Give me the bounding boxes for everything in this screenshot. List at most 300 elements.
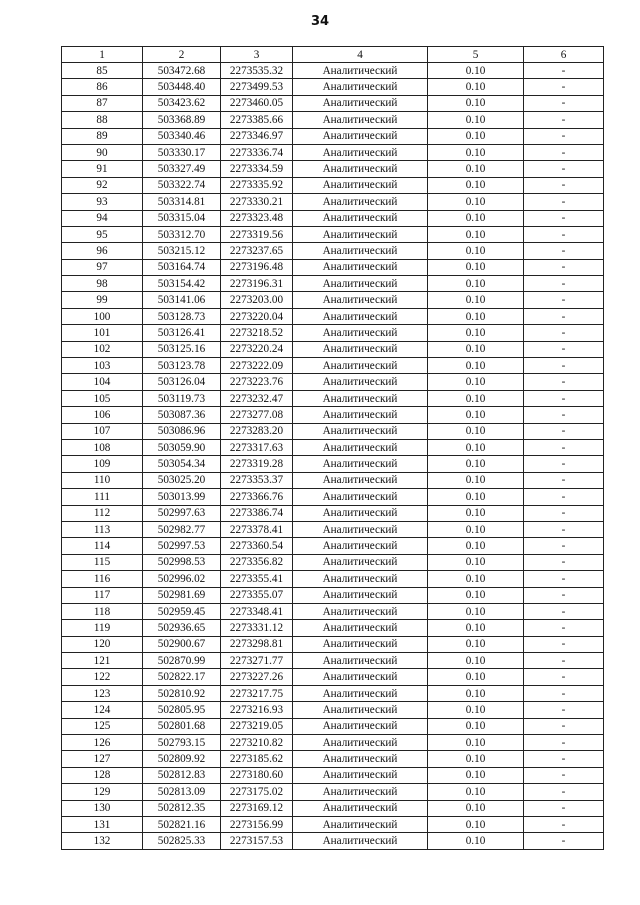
table-row [62, 63, 604, 79]
y-coordinate-cell: 2273355.41 [221, 571, 293, 587]
accuracy-cell: 0.10 [428, 439, 524, 455]
point-number-cell: 103 [62, 358, 143, 374]
table-row [62, 194, 604, 210]
method-cell: Аналитический [293, 177, 428, 193]
x-coordinate-cell: 502997.53 [143, 538, 221, 554]
point-number-cell: 88 [62, 112, 143, 128]
method-cell: Аналитический [293, 620, 428, 636]
method-cell: Аналитический [293, 210, 428, 226]
table-row [62, 374, 604, 390]
accuracy-cell: 0.10 [428, 79, 524, 95]
point-number-cell: 124 [62, 702, 143, 718]
table-row [62, 79, 604, 95]
method-cell: Аналитический [293, 751, 428, 767]
point-number-cell: 102 [62, 341, 143, 357]
accuracy-cell: 0.10 [428, 784, 524, 800]
accuracy-cell: 0.10 [428, 95, 524, 111]
y-coordinate-cell: 2273355.07 [221, 587, 293, 603]
y-coordinate-cell: 2273223.76 [221, 374, 293, 390]
accuracy-cell: 0.10 [428, 177, 524, 193]
y-coordinate-cell: 2273217.75 [221, 685, 293, 701]
column-header: 2 [143, 47, 221, 63]
accuracy-cell: 0.10 [428, 63, 524, 79]
point-number-cell: 127 [62, 751, 143, 767]
y-coordinate-cell: 2273227.26 [221, 669, 293, 685]
table-row [62, 538, 604, 554]
notes-cell: - [524, 276, 604, 292]
x-coordinate-cell: 502822.17 [143, 669, 221, 685]
table-row [62, 112, 604, 128]
point-number-cell: 92 [62, 177, 143, 193]
accuracy-cell: 0.10 [428, 620, 524, 636]
y-coordinate-cell: 2273317.63 [221, 439, 293, 455]
x-coordinate-cell: 503059.90 [143, 439, 221, 455]
table-row [62, 407, 604, 423]
y-coordinate-cell: 2273535.32 [221, 63, 293, 79]
point-number-cell: 86 [62, 79, 143, 95]
notes-cell: - [524, 194, 604, 210]
x-coordinate-cell: 502812.35 [143, 800, 221, 816]
x-coordinate-cell: 503472.68 [143, 63, 221, 79]
y-coordinate-cell: 2273319.56 [221, 226, 293, 242]
x-coordinate-cell: 502821.16 [143, 816, 221, 832]
y-coordinate-cell: 2273210.82 [221, 735, 293, 751]
column-header: 5 [428, 47, 524, 63]
x-coordinate-cell: 502900.67 [143, 636, 221, 652]
table-row [62, 669, 604, 685]
point-number-cell: 85 [62, 63, 143, 79]
point-number-cell: 91 [62, 161, 143, 177]
point-number-cell: 112 [62, 505, 143, 521]
accuracy-cell: 0.10 [428, 653, 524, 669]
y-coordinate-cell: 2273180.60 [221, 767, 293, 783]
method-cell: Аналитический [293, 194, 428, 210]
notes-cell: - [524, 718, 604, 734]
x-coordinate-cell: 503126.04 [143, 374, 221, 390]
method-cell: Аналитический [293, 735, 428, 751]
point-number-cell: 104 [62, 374, 143, 390]
point-number-cell: 130 [62, 800, 143, 816]
table-row [62, 423, 604, 439]
accuracy-cell: 0.10 [428, 833, 524, 849]
accuracy-cell: 0.10 [428, 767, 524, 783]
notes-cell: - [524, 161, 604, 177]
table-row [62, 144, 604, 160]
point-number-cell: 109 [62, 456, 143, 472]
point-number-cell: 132 [62, 833, 143, 849]
notes-cell: - [524, 521, 604, 537]
point-number-cell: 87 [62, 95, 143, 111]
method-cell: Аналитический [293, 505, 428, 521]
y-coordinate-cell: 2273356.82 [221, 554, 293, 570]
method-cell: Аналитический [293, 538, 428, 554]
notes-cell: - [524, 800, 604, 816]
accuracy-cell: 0.10 [428, 489, 524, 505]
notes-cell: - [524, 489, 604, 505]
x-coordinate-cell: 502982.77 [143, 521, 221, 537]
method-cell: Аналитический [293, 439, 428, 455]
x-coordinate-cell: 503054.34 [143, 456, 221, 472]
notes-cell: - [524, 128, 604, 144]
column-header: 1 [62, 47, 143, 63]
notes-cell: - [524, 751, 604, 767]
table-row [62, 521, 604, 537]
x-coordinate-cell: 502810.92 [143, 685, 221, 701]
accuracy-cell: 0.10 [428, 636, 524, 652]
notes-cell: - [524, 636, 604, 652]
accuracy-cell: 0.10 [428, 341, 524, 357]
notes-cell: - [524, 571, 604, 587]
point-number-cell: 123 [62, 685, 143, 701]
method-cell: Аналитический [293, 718, 428, 734]
y-coordinate-cell: 2273218.52 [221, 325, 293, 341]
table-body [62, 63, 604, 850]
table-row [62, 571, 604, 587]
x-coordinate-cell: 503423.62 [143, 95, 221, 111]
accuracy-cell: 0.10 [428, 603, 524, 619]
accuracy-cell: 0.10 [428, 718, 524, 734]
point-number-cell: 108 [62, 439, 143, 455]
point-number-cell: 107 [62, 423, 143, 439]
notes-cell: - [524, 472, 604, 488]
method-cell: Аналитический [293, 341, 428, 357]
x-coordinate-cell: 502996.02 [143, 571, 221, 587]
x-coordinate-cell: 503123.78 [143, 358, 221, 374]
table-row [62, 177, 604, 193]
y-coordinate-cell: 2273219.05 [221, 718, 293, 734]
accuracy-cell: 0.10 [428, 521, 524, 537]
accuracy-cell: 0.10 [428, 243, 524, 259]
y-coordinate-cell: 2273175.02 [221, 784, 293, 800]
point-number-cell: 120 [62, 636, 143, 652]
accuracy-cell: 0.10 [428, 407, 524, 423]
notes-cell: - [524, 833, 604, 849]
point-number-cell: 98 [62, 276, 143, 292]
method-cell: Аналитический [293, 702, 428, 718]
method-cell: Аналитический [293, 800, 428, 816]
table-row [62, 751, 604, 767]
table-row [62, 800, 604, 816]
y-coordinate-cell: 2273157.53 [221, 833, 293, 849]
point-number-cell: 101 [62, 325, 143, 341]
point-number-cell: 117 [62, 587, 143, 603]
notes-cell: - [524, 554, 604, 570]
y-coordinate-cell: 2273319.28 [221, 456, 293, 472]
table-row [62, 505, 604, 521]
table-row [62, 128, 604, 144]
table-row [62, 816, 604, 832]
accuracy-cell: 0.10 [428, 128, 524, 144]
table-row [62, 95, 604, 111]
notes-cell: - [524, 112, 604, 128]
notes-cell: - [524, 784, 604, 800]
table-row [62, 702, 604, 718]
notes-cell: - [524, 210, 604, 226]
accuracy-cell: 0.10 [428, 226, 524, 242]
point-number-cell: 106 [62, 407, 143, 423]
table-row [62, 292, 604, 308]
y-coordinate-cell: 2273334.59 [221, 161, 293, 177]
table-row [62, 341, 604, 357]
x-coordinate-cell: 503128.73 [143, 308, 221, 324]
y-coordinate-cell: 2273196.48 [221, 259, 293, 275]
x-coordinate-cell: 503087.36 [143, 407, 221, 423]
x-coordinate-cell: 502936.65 [143, 620, 221, 636]
notes-cell: - [524, 390, 604, 406]
y-coordinate-cell: 2273222.09 [221, 358, 293, 374]
method-cell: Аналитический [293, 63, 428, 79]
method-cell: Аналитический [293, 308, 428, 324]
accuracy-cell: 0.10 [428, 505, 524, 521]
method-cell: Аналитический [293, 767, 428, 783]
y-coordinate-cell: 2273169.12 [221, 800, 293, 816]
table-row [62, 784, 604, 800]
y-coordinate-cell: 2273283.20 [221, 423, 293, 439]
table-row [62, 472, 604, 488]
column-header: 6 [524, 47, 604, 63]
y-coordinate-cell: 2273353.37 [221, 472, 293, 488]
point-number-cell: 105 [62, 390, 143, 406]
table-row [62, 259, 604, 275]
column-header: 4 [293, 47, 428, 63]
method-cell: Аналитический [293, 603, 428, 619]
y-coordinate-cell: 2273331.12 [221, 620, 293, 636]
x-coordinate-cell: 503315.04 [143, 210, 221, 226]
accuracy-cell: 0.10 [428, 456, 524, 472]
method-cell: Аналитический [293, 144, 428, 160]
coordinates-table [61, 46, 604, 850]
method-cell: Аналитический [293, 128, 428, 144]
accuracy-cell: 0.10 [428, 292, 524, 308]
y-coordinate-cell: 2273386.74 [221, 505, 293, 521]
accuracy-cell: 0.10 [428, 374, 524, 390]
accuracy-cell: 0.10 [428, 358, 524, 374]
notes-cell: - [524, 243, 604, 259]
accuracy-cell: 0.10 [428, 423, 524, 439]
accuracy-cell: 0.10 [428, 669, 524, 685]
accuracy-cell: 0.10 [428, 751, 524, 767]
point-number-cell: 95 [62, 226, 143, 242]
y-coordinate-cell: 2273499.53 [221, 79, 293, 95]
y-coordinate-cell: 2273271.77 [221, 653, 293, 669]
notes-cell: - [524, 358, 604, 374]
table-row [62, 210, 604, 226]
point-number-cell: 115 [62, 554, 143, 570]
point-number-cell: 111 [62, 489, 143, 505]
method-cell: Аналитический [293, 816, 428, 832]
method-cell: Аналитический [293, 276, 428, 292]
accuracy-cell: 0.10 [428, 325, 524, 341]
accuracy-cell: 0.10 [428, 571, 524, 587]
x-coordinate-cell: 503215.12 [143, 243, 221, 259]
method-cell: Аналитический [293, 259, 428, 275]
notes-cell: - [524, 653, 604, 669]
notes-cell: - [524, 177, 604, 193]
method-cell: Аналитический [293, 112, 428, 128]
x-coordinate-cell: 502812.83 [143, 767, 221, 783]
method-cell: Аналитический [293, 292, 428, 308]
method-cell: Аналитический [293, 390, 428, 406]
table-row [62, 325, 604, 341]
y-coordinate-cell: 2273216.93 [221, 702, 293, 718]
y-coordinate-cell: 2273203.00 [221, 292, 293, 308]
x-coordinate-cell: 502809.92 [143, 751, 221, 767]
point-number-cell: 131 [62, 816, 143, 832]
point-number-cell: 90 [62, 144, 143, 160]
table-row [62, 276, 604, 292]
x-coordinate-cell: 503312.70 [143, 226, 221, 242]
notes-cell: - [524, 702, 604, 718]
accuracy-cell: 0.10 [428, 538, 524, 554]
notes-cell: - [524, 767, 604, 783]
method-cell: Аналитический [293, 456, 428, 472]
notes-cell: - [524, 325, 604, 341]
notes-cell: - [524, 456, 604, 472]
point-number-cell: 93 [62, 194, 143, 210]
accuracy-cell: 0.10 [428, 308, 524, 324]
table-row [62, 620, 604, 636]
method-cell: Аналитический [293, 358, 428, 374]
y-coordinate-cell: 2273237.65 [221, 243, 293, 259]
method-cell: Аналитический [293, 161, 428, 177]
accuracy-cell: 0.10 [428, 390, 524, 406]
table-row [62, 767, 604, 783]
point-number-cell: 94 [62, 210, 143, 226]
accuracy-cell: 0.10 [428, 554, 524, 570]
page-number: 34 [310, 14, 330, 29]
notes-cell: - [524, 308, 604, 324]
x-coordinate-cell: 502870.99 [143, 653, 221, 669]
point-number-cell: 126 [62, 735, 143, 751]
notes-cell: - [524, 439, 604, 455]
notes-cell: - [524, 144, 604, 160]
table-row [62, 636, 604, 652]
x-coordinate-cell: 502981.69 [143, 587, 221, 603]
notes-cell: - [524, 603, 604, 619]
column-header: 3 [221, 47, 293, 63]
method-cell: Аналитический [293, 79, 428, 95]
method-cell: Аналитический [293, 833, 428, 849]
x-coordinate-cell: 503448.40 [143, 79, 221, 95]
table-header-row [62, 47, 604, 63]
y-coordinate-cell: 2273185.62 [221, 751, 293, 767]
notes-cell: - [524, 538, 604, 554]
point-number-cell: 96 [62, 243, 143, 259]
x-coordinate-cell: 503141.06 [143, 292, 221, 308]
table-row [62, 603, 604, 619]
x-coordinate-cell: 502801.68 [143, 718, 221, 734]
y-coordinate-cell: 2273156.99 [221, 816, 293, 832]
point-number-cell: 89 [62, 128, 143, 144]
table-row [62, 554, 604, 570]
y-coordinate-cell: 2273336.74 [221, 144, 293, 160]
point-number-cell: 122 [62, 669, 143, 685]
method-cell: Аналитический [293, 587, 428, 603]
x-coordinate-cell: 503119.73 [143, 390, 221, 406]
accuracy-cell: 0.10 [428, 472, 524, 488]
y-coordinate-cell: 2273460.05 [221, 95, 293, 111]
point-number-cell: 99 [62, 292, 143, 308]
accuracy-cell: 0.10 [428, 144, 524, 160]
table-row [62, 735, 604, 751]
y-coordinate-cell: 2273385.66 [221, 112, 293, 128]
point-number-cell: 110 [62, 472, 143, 488]
x-coordinate-cell: 503013.99 [143, 489, 221, 505]
y-coordinate-cell: 2273277.08 [221, 407, 293, 423]
notes-cell: - [524, 79, 604, 95]
method-cell: Аналитический [293, 423, 428, 439]
y-coordinate-cell: 2273220.24 [221, 341, 293, 357]
notes-cell: - [524, 620, 604, 636]
notes-cell: - [524, 423, 604, 439]
accuracy-cell: 0.10 [428, 685, 524, 701]
y-coordinate-cell: 2273346.97 [221, 128, 293, 144]
method-cell: Аналитический [293, 325, 428, 341]
table-row [62, 161, 604, 177]
method-cell: Аналитический [293, 784, 428, 800]
point-number-cell: 116 [62, 571, 143, 587]
table-row [62, 439, 604, 455]
accuracy-cell: 0.10 [428, 816, 524, 832]
point-number-cell: 125 [62, 718, 143, 734]
notes-cell: - [524, 669, 604, 685]
method-cell: Аналитический [293, 521, 428, 537]
method-cell: Аналитический [293, 226, 428, 242]
y-coordinate-cell: 2273196.31 [221, 276, 293, 292]
accuracy-cell: 0.10 [428, 276, 524, 292]
x-coordinate-cell: 503154.42 [143, 276, 221, 292]
method-cell: Аналитический [293, 653, 428, 669]
table-row [62, 718, 604, 734]
notes-cell: - [524, 95, 604, 111]
x-coordinate-cell: 503125.16 [143, 341, 221, 357]
point-number-cell: 97 [62, 259, 143, 275]
method-cell: Аналитический [293, 472, 428, 488]
y-coordinate-cell: 2273335.92 [221, 177, 293, 193]
point-number-cell: 114 [62, 538, 143, 554]
x-coordinate-cell: 502813.09 [143, 784, 221, 800]
table-row [62, 489, 604, 505]
accuracy-cell: 0.10 [428, 702, 524, 718]
x-coordinate-cell: 503330.17 [143, 144, 221, 160]
table-row [62, 456, 604, 472]
x-coordinate-cell: 502805.95 [143, 702, 221, 718]
table-row [62, 653, 604, 669]
y-coordinate-cell: 2273378.41 [221, 521, 293, 537]
accuracy-cell: 0.10 [428, 587, 524, 603]
notes-cell: - [524, 407, 604, 423]
y-coordinate-cell: 2273348.41 [221, 603, 293, 619]
table-row [62, 833, 604, 849]
accuracy-cell: 0.10 [428, 210, 524, 226]
point-number-cell: 100 [62, 308, 143, 324]
x-coordinate-cell: 502793.15 [143, 735, 221, 751]
table-row [62, 685, 604, 701]
notes-cell: - [524, 374, 604, 390]
accuracy-cell: 0.10 [428, 194, 524, 210]
x-coordinate-cell: 502959.45 [143, 603, 221, 619]
notes-cell: - [524, 226, 604, 242]
x-coordinate-cell: 502998.53 [143, 554, 221, 570]
accuracy-cell: 0.10 [428, 735, 524, 751]
method-cell: Аналитический [293, 489, 428, 505]
accuracy-cell: 0.10 [428, 259, 524, 275]
method-cell: Аналитический [293, 636, 428, 652]
x-coordinate-cell: 503086.96 [143, 423, 221, 439]
method-cell: Аналитический [293, 669, 428, 685]
y-coordinate-cell: 2273360.54 [221, 538, 293, 554]
x-coordinate-cell: 503126.41 [143, 325, 221, 341]
